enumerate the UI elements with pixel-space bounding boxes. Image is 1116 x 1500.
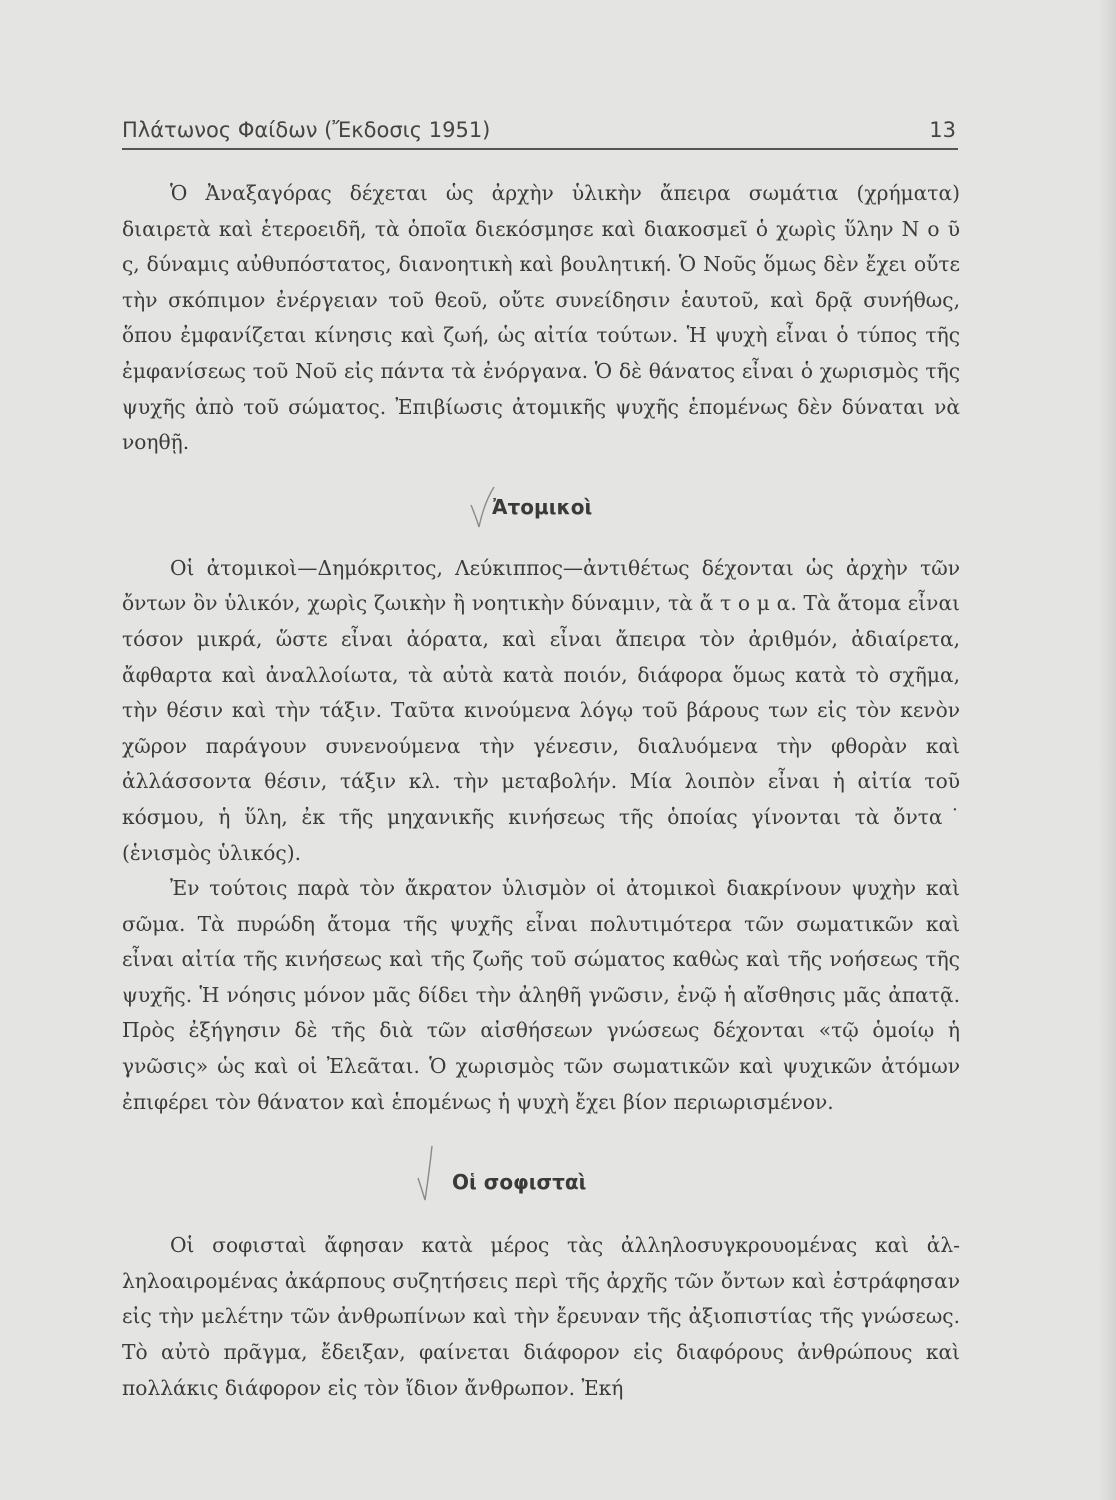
section-heading-sofistai: [122, 1164, 960, 1200]
header-title: Πλάτωνος Φαίδων (Ἔκδοσις 1951): [122, 118, 491, 142]
pencil-checkmark-icon: [412, 1144, 442, 1204]
page-edge-shadow: [1098, 0, 1116, 1500]
heading-text: Ἀτομικοὶ: [492, 494, 593, 519]
page-body: [122, 176, 960, 1406]
running-header: [122, 112, 958, 150]
page-number: 13: [929, 118, 956, 142]
paragraph-sophists: Οἱ σοφισταὶ ἄφησαν κατὰ μέρος τὰς ἀλληλοσυγκρουομένας καὶ ἀλληλοαιρομένας ἀκάρπους συζητήσεις περὶ τῆς ἀρχῆς τῶν ὄντων καὶ ἐστράφησαν εἰς τὴν μελέτην τῶν ἀνθρωπίνων καὶ τὴν ἔρευναν τῆς ἀξιοπιστίας τῆς γνώσεως. Τὸ αὐτὸ πρᾶγμα, ἔδειξαν, φαίνεται διάφορον εἰς διαφόρους ἀνθρώπους καὶ πολλάκις διάφορον εἰς τὸν ἴδιον ἄνθρωπον. Ἐκή: [122, 1233, 960, 1400]
paragraph-anaxagoras: Ὁ Ἀναξαγόρας δέχεται ὡς ἀρχὴν ὑλικὴν ἄπειρα σωμάτια (χρήματα) διαιρετὰ καὶ ἑτεροειδῆ, τὰ ὁποῖα διεκόσμησε καὶ διακοσμεῖ ὁ χωρὶς ὕλην Ν ο ῦ ς, δύναμις αὐθυπόστατος, διανοητικὴ καὶ βουλητική. Ὁ Νοῦς ὅμως δὲν ἔχει οὔτε τὴν σκόπιμον ἐνέργειαν τοῦ θεοῦ, οὔτε συνείδησιν ἑαυτοῦ, καὶ δρᾷ συνήθως, ὅπου ἐμφανίζεται κίνησις καὶ ζωή, ὡς αἰτία τούτων. Ἡ ψυχὴ εἶναι ὁ τύπος τῆς ἐμφανίσεως τοῦ Νοῦ εἰς πάντα τὰ ἐνόργανα. Ὁ δὲ θάνατος εἶναι ὁ χωρισμὸς τῆς ψυχῆς ἀπὸ τοῦ σώματος. Ἐπιβίωσις ἀτομικῆς ψυχῆς ἑπομένως δὲν δύναται νὰ νοηθῇ.: [122, 181, 960, 455]
paragraph-atomists-1: Οἱ ἀτομικοὶ—Δημόκριτος, Λεύκιππος—ἀντιθέτως δέχονται ὡς ἀρχὴν τῶν ὄντων ὂν ὑλικόν, χωρὶς ζωικὴν ἢ νοητικὴν δύναμιν, τὰ ἄ τ ο μ α. Τὰ ἄτομα εἶναι τόσον μικρά, ὥστε εἶναι ἀόρατα, καὶ εἶναι ἄπειρα τὸν ἀριθμόν, ἀδιαίρετα, ἄφθαρτα καὶ ἀναλλοίωτα, τὰ αὐτὰ κατὰ ποιόν, διάφορα ὅμως κατὰ τὸ σχῆμα, τὴν θέσιν καὶ τὴν τάξιν. Ταῦτα κινούμενα λόγῳ τοῦ βάρους των εἰς τὸν κενὸν χῶρον παράγουν συνενούμενα τὴν γένεσιν, διαλυόμενα τὴν φθορὰν καὶ ἀλλάσσοντα θέσιν, τάξιν κλ. τὴν μεταβολήν. Μία λοιπὸν εἶναι ἡ αἰτία τοῦ κόσμου, ἡ ὕλη, ἐκ τῆς μηχανικῆς κινήσεως τῆς ὁποίας γίνονται τὰ ὄντα˙ (ἑνισμὸς ὑλικός).: [122, 555, 960, 865]
paragraph-atomists-2: Ἐν τούτοις παρὰ τὸν ἄκρατον ὑλισμὸν οἱ ἀτομικοὶ διακρίνουν ψυχὴν καὶ σῶμα. Τὰ πυρώδη ἄτομα τῆς ψυχῆς εἶναι πολυτιμότερα τῶν σωματικῶν καὶ εἶναι αἰτία τῆς κινήσεως καὶ τῆς ζωῆς τοῦ σώματος καθὼς καὶ τῆς νοήσεως τῆς ψυχῆς. Ἡ νόησις μόνον μᾶς δίδει τὴν ἀληθῆ γνῶσιν, ἐνῷ ἡ αἴσθησις μᾶς ἀπατᾷ. Πρὸς ἐξήγησιν δὲ τῆς διὰ τῶν αἰσθήσεων γνώσεως δέχονται «τῷ ὁμοίῳ ἡ γνῶσις» ὡς καὶ οἱ Ἐλεᾶται. Ὁ χωρισμὸς τῶν σωματικῶν καὶ ψυχικῶν ἀτόμων ἐπιφέρει τὸν θάνατον καὶ ἑπομένως ἡ ψυχὴ ἔχει βίον περιωρισμένον.: [122, 876, 960, 1114]
section-heading-atomikoi: [122, 493, 960, 521]
header-rule: [122, 148, 958, 150]
heading-text: Οἱ σοφισταὶ: [452, 1170, 587, 1195]
pencil-checkmark-icon: [467, 483, 497, 531]
